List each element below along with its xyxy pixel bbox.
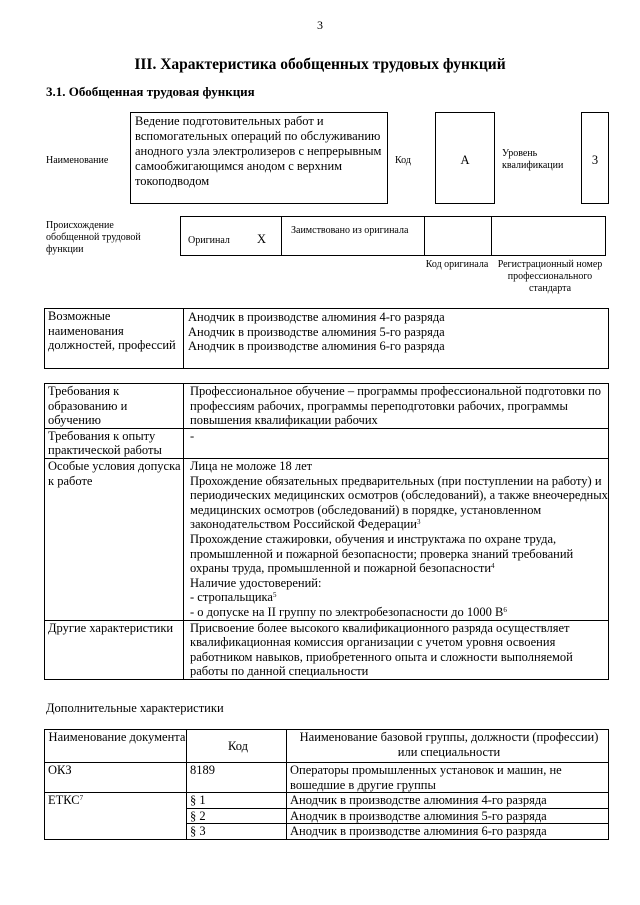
conditions-value — [184, 458, 609, 620]
col-name-header: Наименование базовой группы, должности (профессии) или специальности — [287, 730, 609, 763]
condition-line: Лица не моложе 18 лет — [190, 458, 313, 473]
level-label: Уровень квалификации — [502, 148, 564, 171]
experience-value: - — [184, 428, 609, 458]
footnote-ref: 7 — [79, 794, 84, 803]
row-name: Операторы промышленных установок и машин, не вошедшие в другие группы — [287, 763, 609, 793]
row-code: § 2 — [187, 808, 287, 824]
additional-title: Дополнительные характеристики — [46, 701, 224, 715]
condition-line: - стропальщика$^5$ — [190, 590, 277, 605]
name-value: Ведение подготовительных работ и вспомогательных операций по обслуживанию анодного узла электролизеров с непрерывным самообжигающимся анодом с верхним токоподводом — [135, 114, 382, 188]
origin-divider-2 — [424, 217, 425, 255]
positions-table — [44, 308, 609, 369]
table-row — [45, 793, 609, 809]
table-row — [45, 763, 609, 793]
level-value: 3 — [591, 153, 599, 167]
name-value-box — [130, 112, 388, 204]
row-doc: ОКЗ — [45, 763, 187, 793]
origin-box — [180, 216, 606, 256]
position-item: Анодчик в производстве алюминия 6-го разряда — [188, 339, 445, 354]
footnote-ref: 5 — [272, 591, 277, 600]
experience-label: Требования к опыту практической работы — [45, 428, 184, 458]
condition-line: - о допуске на II группу по электробезопасности до 1000 $В^6$ — [190, 604, 507, 619]
other-label: Другие характеристики — [45, 620, 184, 679]
row-doc: ЕТКС$^7$ — [45, 793, 187, 840]
row-name: Анодчик в производстве алюминия 4-го разряда — [287, 793, 609, 809]
education-label: Требования к образованию и обучению — [45, 384, 184, 429]
position-item: Анодчик в производстве алюминия 4-го разряда — [188, 310, 445, 324]
education-value: Профессиональное обучение – программы профессиональной подготовки по профессиям рабочих, программы переподготовки рабочих, программы повышения квалификации рабочих — [184, 384, 609, 429]
subsection-title: 3.1. Обобщенная трудовая функция — [46, 84, 255, 99]
reg-number-caption: Регистрационный номер профессионального стандарта — [497, 259, 603, 294]
origin-divider-1 — [281, 217, 282, 255]
row-code: § 1 — [187, 793, 287, 809]
row-name: Анодчик в производстве алюминия 6-го разряда — [287, 824, 609, 840]
row-code: 8189 — [187, 763, 287, 793]
origin-label: Происхождение обобщенной трудовой функции — [46, 220, 141, 255]
condition-line: Прохождение стажировки, обучения и инструктажа по охране труда, промышленной и пожарной безопасности; проверка знаний требований охраны труда, промышленной и пожарной безопасности$^4$ — [190, 531, 574, 576]
origin-divider-3 — [491, 217, 492, 255]
original-mark: X — [257, 232, 267, 246]
code-label: Код — [395, 155, 411, 166]
borrowed-label: Заимствовано из оригинала — [291, 225, 409, 236]
col-doc-header: Наименование документа — [45, 730, 187, 763]
other-value: Присвоение более высокого квалификационного разряда осуществляет квалификационная комиссия организации с учетом уровня освоения работником навыков, приобретенного опыта и сложности выполняемой работы по данной специальности — [184, 620, 609, 679]
level-box — [581, 112, 609, 204]
name-label: Наименование — [46, 155, 109, 166]
footnote-ref: 4 — [491, 562, 495, 571]
row-code: § 3 — [187, 824, 287, 840]
condition-line: Прохождение обязательных предварительных (при поступлении на работу) и периодических медицинских осмотров (обследований), а также внеочередных медицинских осмотров (обследований) в порядке, установленном законодательством Российской Федерации$^3$ — [190, 473, 608, 532]
section-title: III. Характеристика обобщенных трудовых функций — [134, 56, 506, 73]
position-item: Анодчик в производстве алюминия 5-го разряда — [188, 324, 445, 339]
footnote-ref: 6 — [503, 605, 507, 614]
row-name: Анодчик в производстве алюминия 5-го разряда — [287, 808, 609, 824]
code-original-caption: Код оригинала — [425, 259, 489, 270]
code-box — [435, 112, 495, 204]
code-value: А — [460, 153, 470, 167]
page-number: 3 — [317, 18, 323, 32]
footnote-ref: 3 — [416, 518, 421, 527]
col-code-header: Код — [187, 730, 287, 763]
condition-line: Наличие удостоверений: — [190, 575, 322, 590]
positions-list — [184, 309, 609, 369]
positions-label: Возможные наименования должностей, профессий — [45, 309, 184, 369]
conditions-label: Особые условия допуска к работе — [45, 458, 184, 620]
requirements-table — [44, 383, 609, 680]
original-label: Оригинал — [188, 235, 230, 246]
additional-table — [44, 729, 609, 840]
